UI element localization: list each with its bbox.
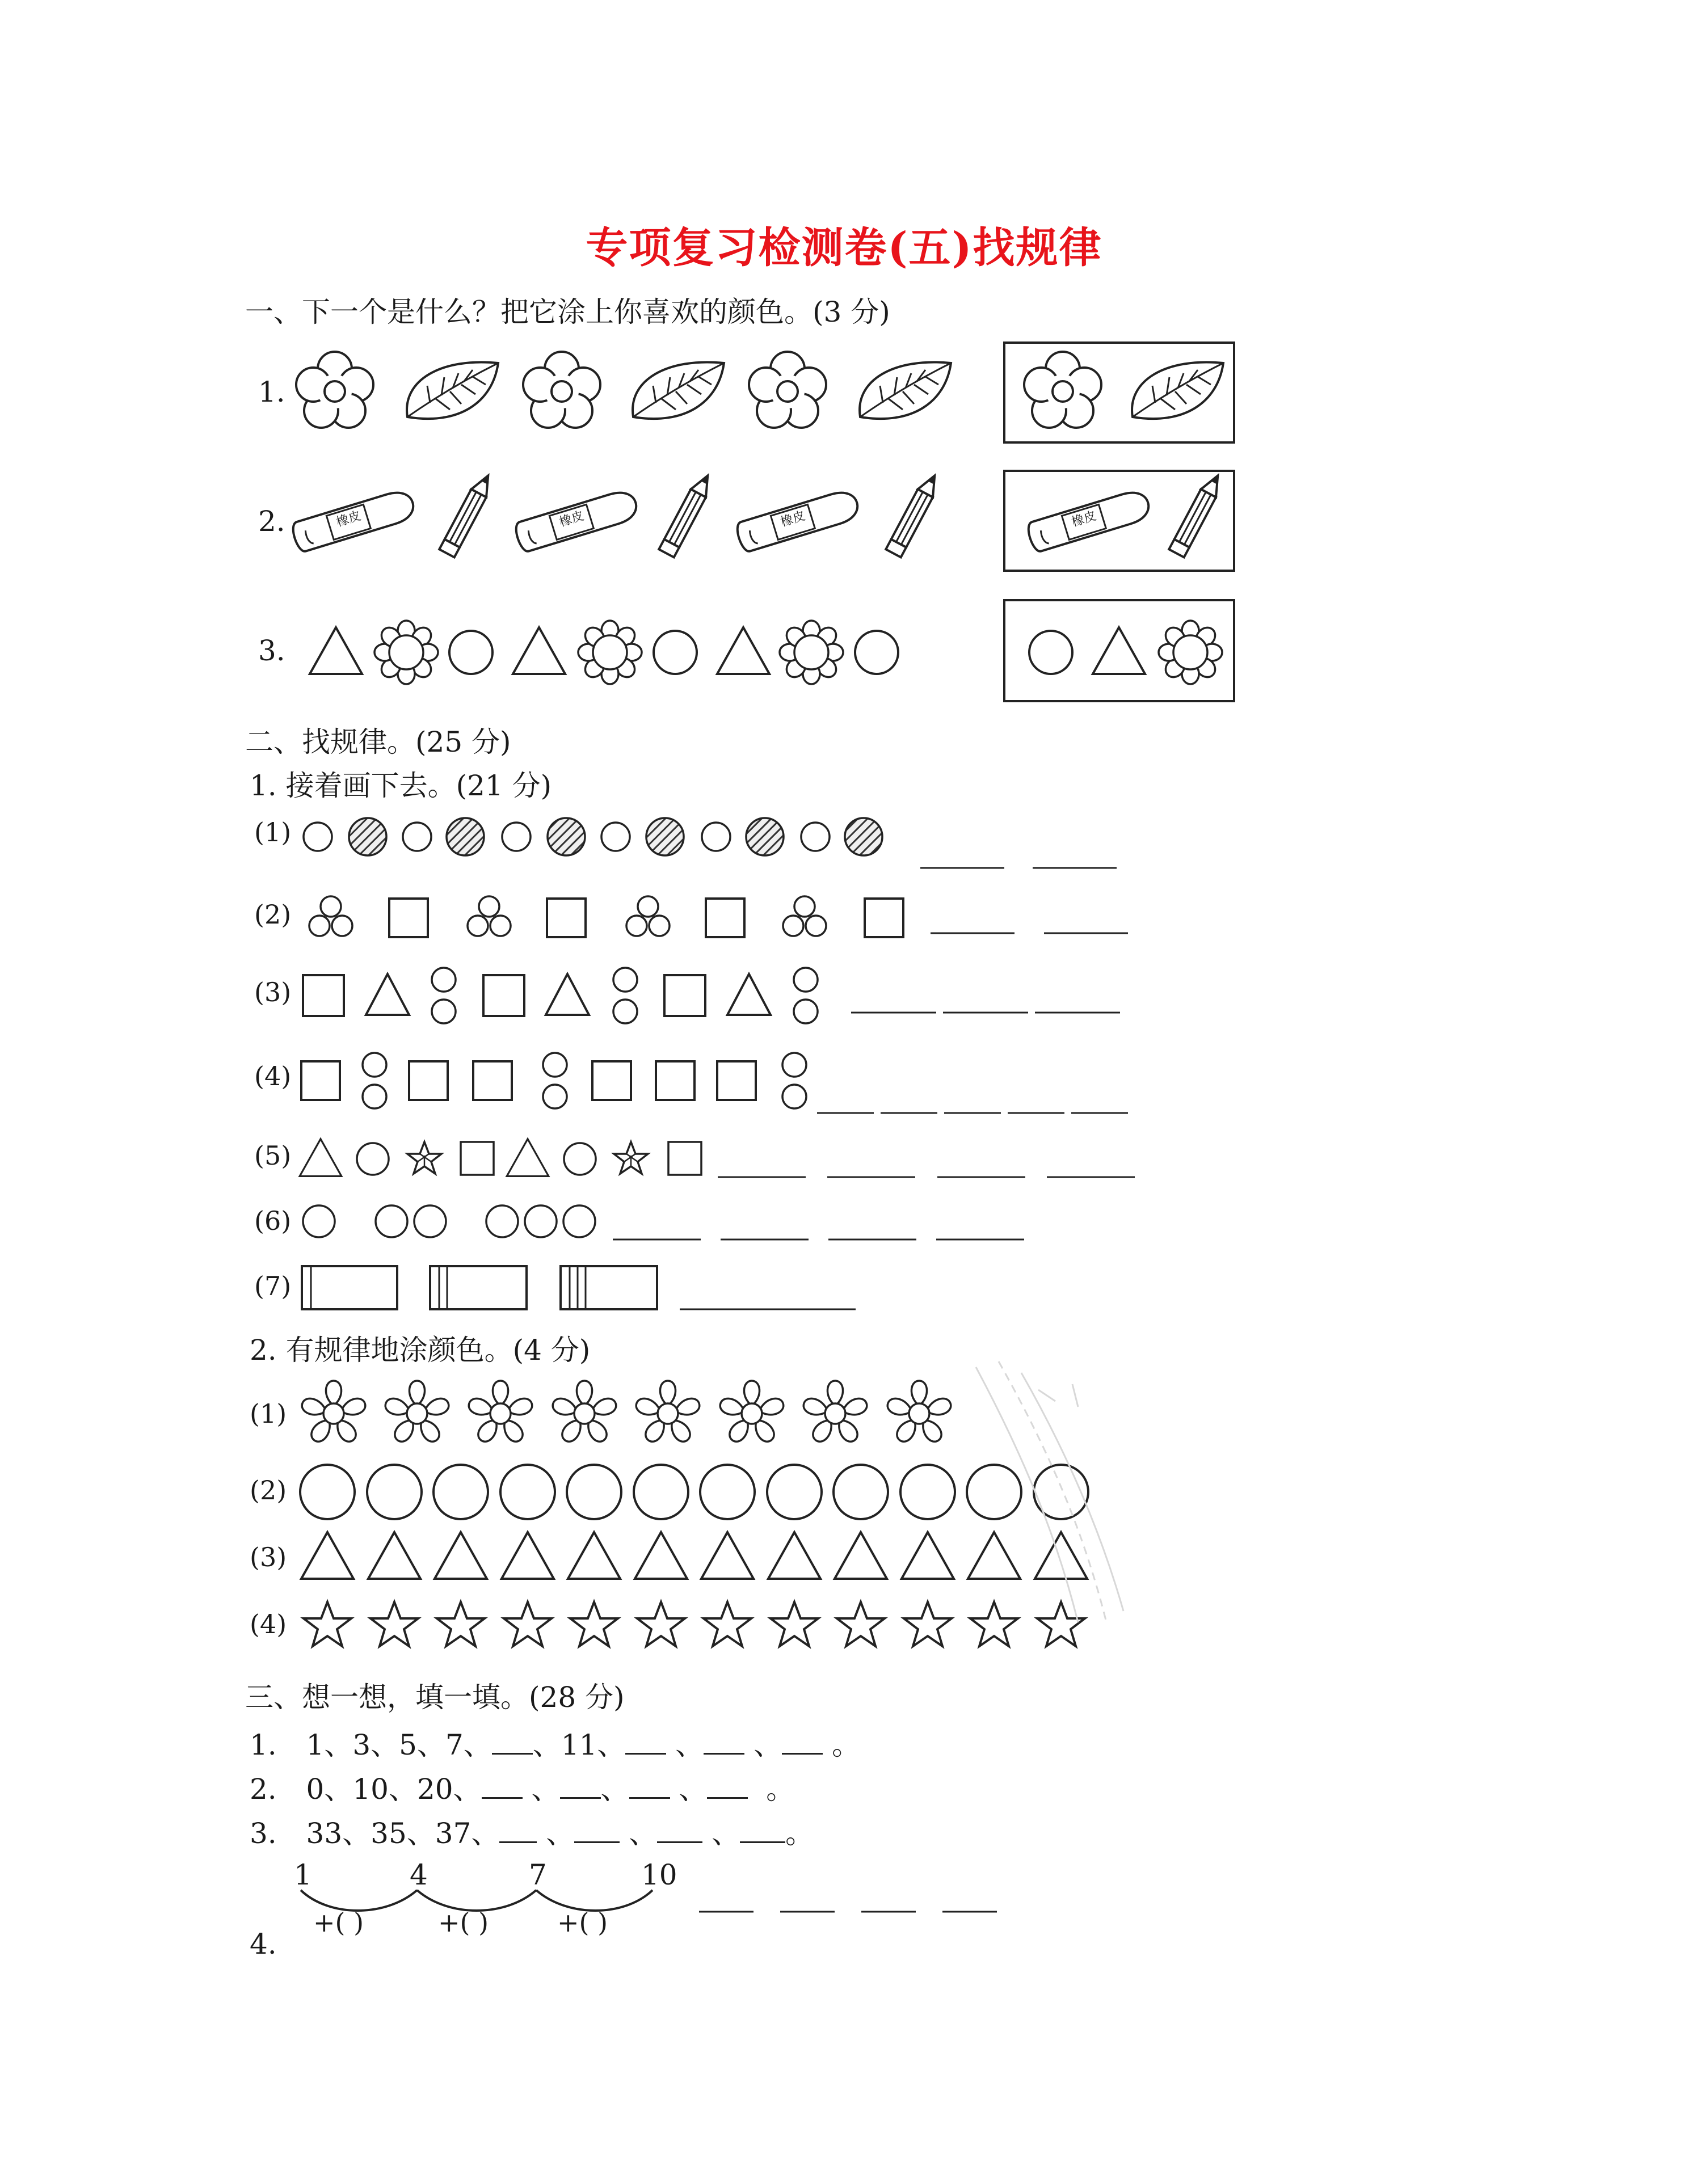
- part2-q1-label-3: (3): [254, 977, 292, 1007]
- eraser-label-1: 橡皮: [334, 509, 363, 530]
- part3-q3-text: 33、35、37、: [306, 1817, 500, 1850]
- part3-q4-label: 4.: [250, 1928, 277, 1960]
- eraser-label-2: 橡皮: [557, 509, 586, 530]
- p1-row1: [296, 343, 1234, 442]
- part2-q2-label-2: (2): [250, 1475, 287, 1506]
- p2-row3: [303, 968, 1120, 1023]
- part2-q1-label-7: (7): [254, 1271, 292, 1301]
- part1-row3-label: 3.: [258, 634, 285, 667]
- p2-row2: [309, 896, 1128, 937]
- part3-q1-label: 1.: [250, 1728, 277, 1761]
- part2-q1-label-5: (5): [254, 1140, 292, 1171]
- part3-q4-number-1: 1: [294, 1858, 312, 1891]
- p1-row3: [310, 600, 1234, 701]
- p2q2-row2-circles: [300, 1465, 1088, 1519]
- part3-q3: 3. 33、35、37、 、 、 、 。: [250, 1817, 814, 1850]
- part3-q2-label: 2.: [250, 1773, 277, 1806]
- p3-q4-arcs: [301, 1890, 653, 1911]
- part3-q2: 2. 0、10、20、 、 、 、 。: [250, 1773, 795, 1806]
- part2-q1-label-6: (6): [254, 1205, 292, 1236]
- part3-q2-end: 。: [766, 1773, 795, 1806]
- part2-q2-label-4: (4): [250, 1609, 287, 1639]
- part3-q4-plus-2: +( ): [438, 1907, 489, 1938]
- p2-row1: [304, 818, 1117, 868]
- part2-q2-label-3: (3): [250, 1542, 287, 1572]
- part3-q1-end: 。: [832, 1728, 861, 1761]
- part3-q4-number-3: 7: [529, 1858, 547, 1891]
- part3-q4-plus-3: +( ): [557, 1907, 608, 1938]
- part3-q1-text: 1、3、5、7、: [306, 1728, 492, 1761]
- eraser-label-3: 橡皮: [778, 509, 807, 530]
- part1-row1-label: 1.: [258, 376, 285, 408]
- eraser-label-4: 橡皮: [1070, 509, 1098, 530]
- p2-row6: [303, 1205, 1024, 1239]
- page-title: 专项复习检测卷(五)找规律: [586, 224, 1102, 272]
- part3-q2-text: 0、10、20、: [306, 1773, 482, 1806]
- part2-q2-label-1: (1): [250, 1398, 287, 1429]
- part3-q4-plus-1: +( ): [313, 1907, 364, 1938]
- part3-q4-number-4: 10: [641, 1858, 677, 1891]
- part1-row2-label: 2.: [258, 505, 285, 538]
- part1-heading: 一、下一个是什么？把它涂上你喜欢的颜色。(3 分): [245, 296, 890, 328]
- p2-row5: [300, 1139, 1135, 1177]
- part3-q3-end: 。: [785, 1817, 814, 1850]
- part2-q1-label-1: (1): [254, 817, 292, 848]
- part3-heading: 三、想一想，填一填。(28 分): [245, 1681, 625, 1714]
- part2-q1-label-4: (4): [254, 1061, 292, 1091]
- part3-q4-number-2: 4: [410, 1858, 428, 1891]
- part3-q1-mid: 、11、: [532, 1728, 626, 1761]
- part2-q1-label-2: (2): [254, 899, 292, 930]
- part3-q1: 1. 1、3、5、7、 、11、 、 、 。: [250, 1728, 861, 1761]
- p2q2-row1-flowers: [300, 1381, 953, 1445]
- p2-row4: [301, 1053, 1128, 1113]
- part2-q2-heading: 2. 有规律地涂颜色。(4 分): [250, 1334, 591, 1367]
- p2-row7: [302, 1266, 856, 1309]
- part2-heading: 二、找规律。(25 分): [245, 726, 511, 758]
- p2q2-row4-stars: [304, 1602, 1085, 1646]
- p2q2-row3-triangles: [301, 1532, 1087, 1579]
- part2-q1-heading: 1. 接着画下去。(21 分): [250, 769, 552, 802]
- part3-q3-label: 3.: [250, 1817, 277, 1850]
